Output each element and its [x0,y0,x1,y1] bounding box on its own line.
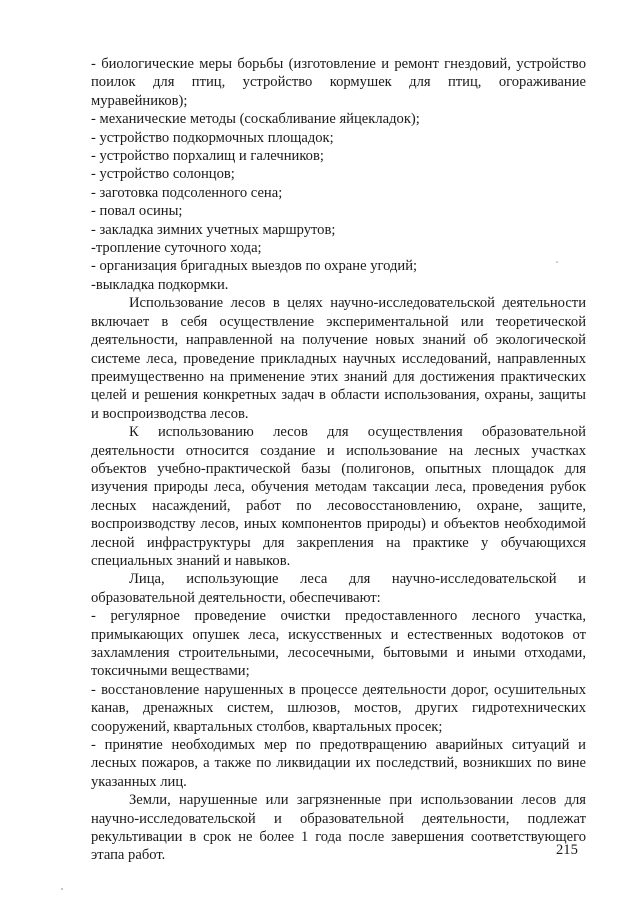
list-item: - устройство подкормочных площадок; [91,129,334,146]
list-item: - механические методы (соскабливание яйцекладок); [91,111,420,128]
paragraph-recultivation: Земли, нарушенные или загрязненные при использовании лесов для научно-исследовательской и образовательной деятельности, подлежат рекультивации в срок не более 1 года после завершения соответствующего этапа работ. [91,792,586,864]
list-item: - восстановление нарушенных в процессе деятельности дорог, осушительных канав, дренажных систем, шлюзов, мостов, других гидротехнических сооружений, квартальных столбов, квартальных просек; [91,681,586,735]
paragraph-obligations-intro: Лица, использующие леса для научно-исследовательской и образовательной деятельности, обеспечивают: [91,571,586,606]
list-item: - принятие необходимых мер по предотвращению аварийных ситуаций и лесных пожаров, а также по ликвидации их последствий, возникших по вине указанных лиц. [91,737,586,790]
list-item: - устройство порхалищ и галечников; [91,148,324,165]
page-body [91,55,586,865]
list-item: - закладка зимних учетных маршрутов; [91,221,336,238]
paragraph-research-use: Использование лесов в целях научно-исследовательской деятельности включает в себя осуществление экспериментальной или теоретической деятельности, направленной на получение новых знаний об экологической системе леса, проведение прикладных научных исследований, направленных преимущественно на применение этих знаний для достижения практических целей и решения конкретных задач в области использования, охраны, защиты и воспроизводства лесов. [91,295,586,422]
list-item: -тропление суточного хода; [91,240,262,257]
list-item: - биологические меры борьбы (изготовление и ремонт гнездовий, устройство поилок для птиц, устройство кормушек для птиц, огораживание муравейников); [91,56,586,109]
scan-speck [61,888,63,890]
list-item: -выкладка подкормки. [91,276,229,293]
list-item: - устройство солонцов; [91,166,235,183]
list-item: - регулярное проведение очистки предоставленного лесного участка, примыкающих опушек леса, искусственных и естественных водотоков от захламления строительными, лесосечными, бытовыми и иными отходами, токсичными веществами; [91,608,586,680]
page-number: 215 [556,842,578,858]
list-item: - заготовка подсоленного сена; [91,184,283,201]
paragraph-education-use: К использованию лесов для осуществления образовательной деятельности относится создание и использование на лесных участках объектов учебно-практической базы (полигонов, опытных площадок для изучения природы леса, обучения методам таксации леса, проведения рубок лесных насаждений, работ по лесовосстановлению, охране, защите, воспроизводству лесов, иных компонентов природы) и объектов необходимой лесной инфраструктуры для закрепления на практике у обучающихся специальных знаний и навыков. [91,424,586,569]
list-item: - повал осины; [91,203,183,220]
list-item: - организация бригадных выездов по охране угодий; [91,258,418,275]
